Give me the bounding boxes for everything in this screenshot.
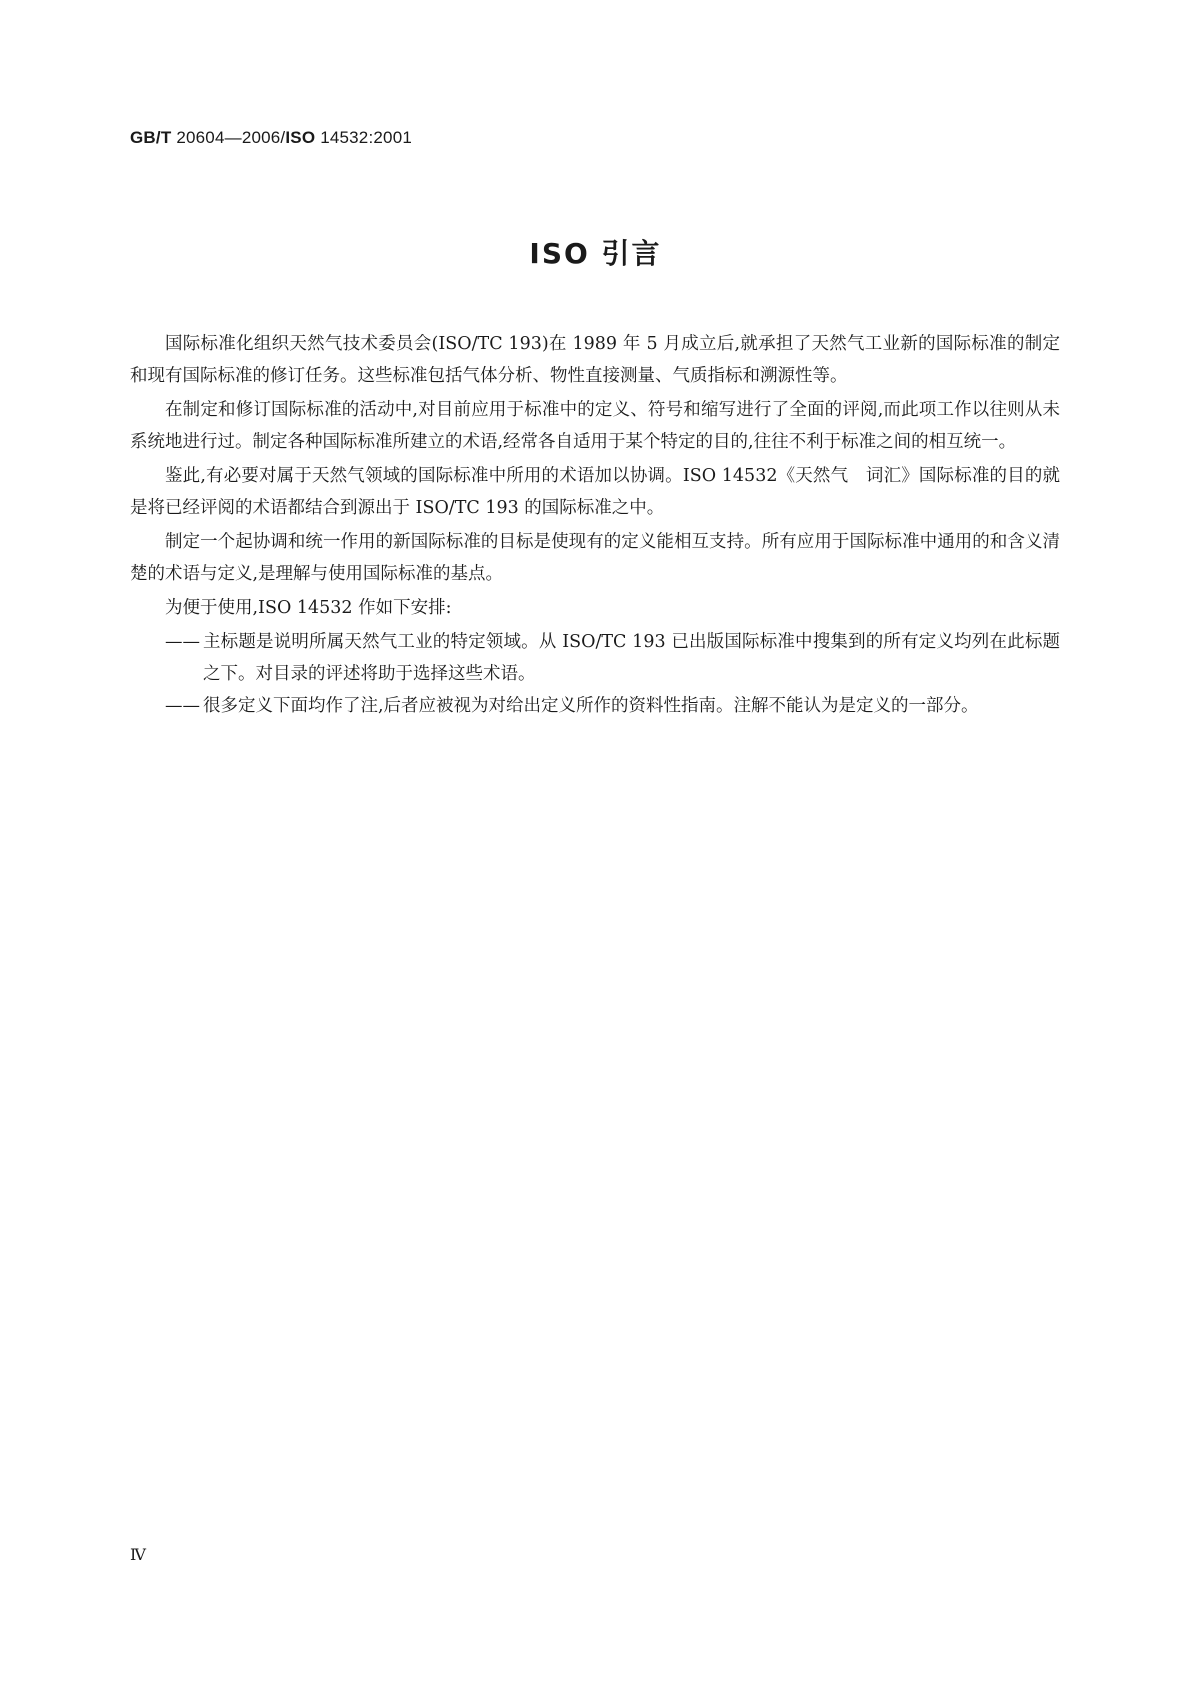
paragraph-1: 国际标准化组织天然气技术委员会(ISO/TC 193)在 1989 年 5 月成立后,就承担了天然气工业新的国际标准的制定和现有国际标准的修订任务。这些标准包括气体分析、物性直接测量、气质指标和溯源性等。 — [130, 334, 1060, 386]
list-dash: —— — [165, 696, 200, 716]
paragraph-3: 鉴此,有必要对属于天然气领域的国际标准中所用的术语加以协调。ISO 14532《天然气 词汇》国际标准的目的就是将已经评阅的术语都结合到源出于 ISO/TC 193 的国际标准之中。 — [130, 466, 1060, 518]
page-title: ISO 引言 — [529, 237, 662, 270]
paragraph-4: 制定一个起协调和统一作用的新国际标准的目标是使现有的定义能相互支持。所有应用于国际标准中通用的和含义清楚的术语与定义,是理解与使用国际标准的基点。 — [130, 532, 1060, 584]
paragraph-2: 在制定和修订国际标准的活动中,对目前应用于标准中的定义、符号和缩写进行了全面的评阅,而此项工作以往则从未系统地进行过。制定各种国际标准所建立的术语,经常各自适用于某个特定的目的,往往不利于标准之间的相互统一。 — [130, 400, 1060, 452]
list-dash: —— — [165, 632, 200, 652]
list-item-text: 主标题是说明所属天然气工业的特定领域。从 ISO/TC 193 已出版国际标准中搜集到的所有定义均列在此标题之下。对目录的评述将助于选择这些术语。 — [203, 632, 1060, 684]
list-item-text: 很多定义下面均作了注,后者应被视为对给出定义所作的资料性指南。注解不能认为是定义的一部分。 — [203, 696, 979, 716]
header-gbt-number: 20604—2006/ — [171, 128, 286, 147]
paragraph-5: 为便于使用,ISO 14532 作如下安排: — [165, 598, 452, 618]
page-number: Ⅳ — [130, 1547, 146, 1564]
header-iso: ISO — [285, 128, 316, 147]
document-header — [130, 128, 412, 148]
list-item — [130, 626, 1060, 690]
header-gbt: GB/T — [130, 128, 172, 147]
header-iso-number: 14532:2001 — [315, 128, 413, 147]
list-item — [130, 690, 1060, 722]
body-text — [130, 328, 1060, 722]
